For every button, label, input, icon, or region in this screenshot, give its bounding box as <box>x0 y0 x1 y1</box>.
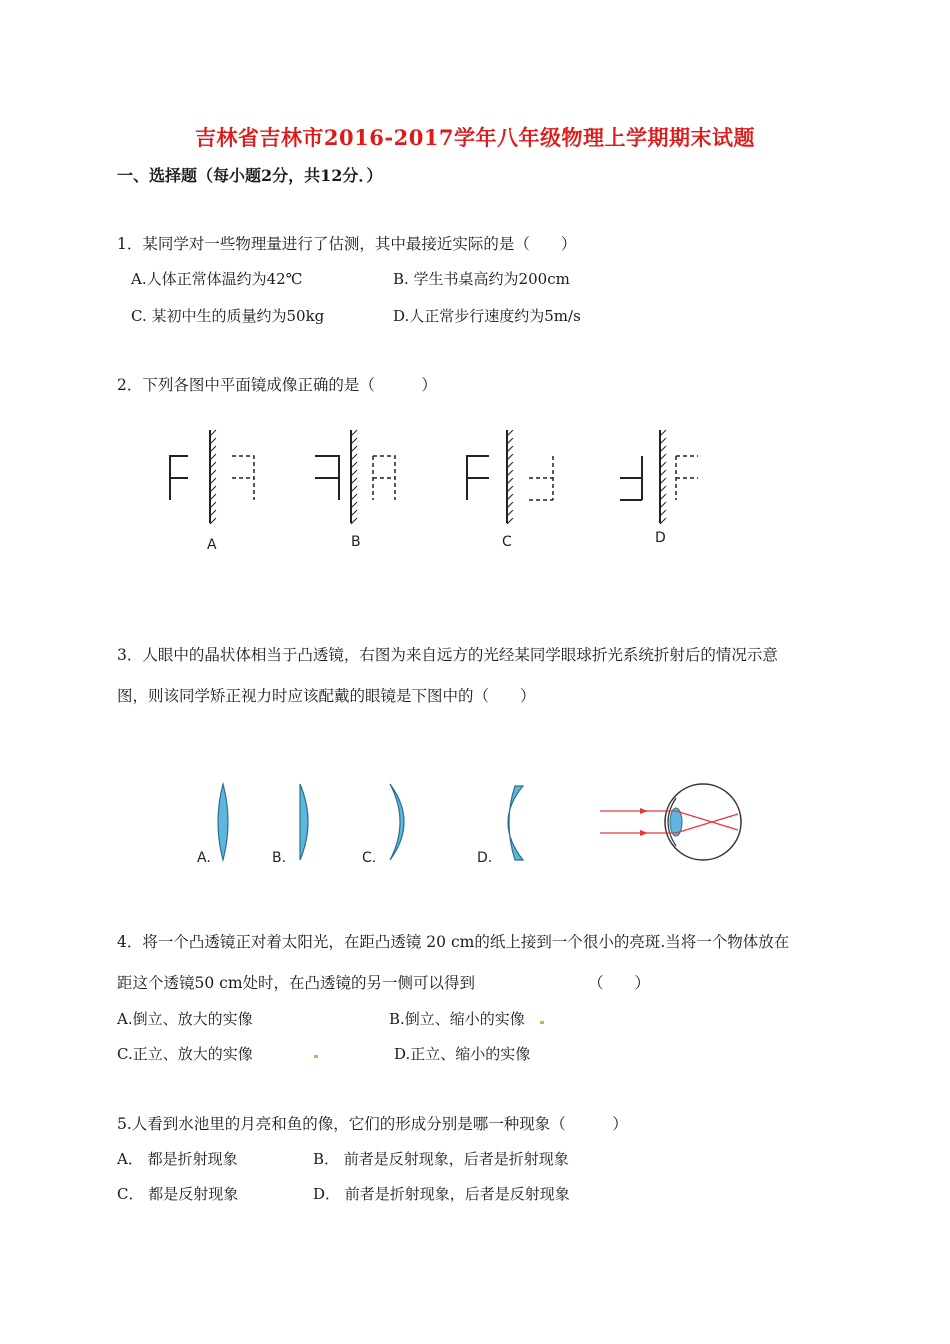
page-title: 吉林省吉林市2016-2017学年八年级物理上学期期末试题 <box>194 125 756 150</box>
figure-label-a: A <box>207 537 217 553</box>
mirror-figure-c <box>455 428 565 558</box>
speck-mark <box>314 1055 318 1058</box>
lens-figure-d <box>475 780 535 870</box>
lens-figure-b <box>270 780 320 870</box>
question-3-stem-line2: 图，则该同学矫正视力时应该配戴的眼镜是下图中的（ ） <box>117 687 536 705</box>
eye-diagram <box>598 780 758 870</box>
lens-label-d: D. <box>477 850 493 866</box>
figure-label-c: C <box>502 534 512 550</box>
question-2-stem: 2．下列各图中平面镜成像正确的是（ ） <box>117 376 437 394</box>
question-1-option-a: A.人体正常体温约为42℃ <box>131 270 303 288</box>
question-4-answer-paren: （ ） <box>588 974 651 992</box>
mirror-figure-a <box>160 428 270 558</box>
question-1-stem: 1．某同学对一些物理量进行了估测，其中最接近实际的是（ ） <box>117 235 577 253</box>
lens-label-b: B. <box>272 850 287 866</box>
question-4-option-c: C.正立、放大的实像 <box>117 1045 253 1063</box>
question-1-option-b: B. 学生书桌高约为200cm <box>393 270 570 288</box>
question-5-stem: 5.人看到水池里的月亮和鱼的像，它们的形成分别是哪一种现象（ ） <box>117 1115 628 1133</box>
question-5-option-d: D． 前者是折射现象，后者是反射现象 <box>313 1185 570 1203</box>
section-heading: 一、选择题（每小题2分，共12分．） <box>117 166 383 185</box>
question-5-option-a: A． 都是折射现象 <box>117 1150 238 1168</box>
lens-figure-c <box>360 780 420 870</box>
question-1-option-d: D.人正常步行速度约为5m/s <box>393 307 581 325</box>
lens-label-c: C. <box>362 850 377 866</box>
mirror-figure-d <box>610 428 720 558</box>
question-4-stem-line1: 4．将一个凸透镜正对着太阳光，在距凸透镜 20 cm的纸上接到一个很小的亮斑.当将一个物体放在 <box>117 933 790 951</box>
figure-label-b: B <box>351 534 361 550</box>
question-1-option-c: C. 某初中生的质量约为50kg <box>131 307 325 325</box>
question-4-option-a: A.倒立、放大的实像 <box>117 1010 253 1028</box>
question-5-option-c: C． 都是反射现象 <box>117 1185 239 1203</box>
figure-label-d: D <box>655 530 666 546</box>
question-5-option-b: B． 前者是反射现象，后者是折射现象 <box>313 1150 569 1168</box>
mirror-figure-b <box>305 428 415 558</box>
question-4-option-b: B.倒立、缩小的实像 <box>389 1010 525 1028</box>
question-4-stem-line2: 距这个透镜50 cm处时，在凸透镜的另一侧可以得到 <box>117 974 476 992</box>
question-4-option-d: D.正立、缩小的实像 <box>394 1045 531 1063</box>
speck-mark <box>540 1021 544 1024</box>
question-3-stem-line1: 3．人眼中的晶状体相当于凸透镜，右图为来自远方的光经某同学眼球折光系统折射后的情况示意 <box>117 646 778 664</box>
lens-label-a: A. <box>197 850 211 866</box>
lens-figure-a <box>195 780 245 870</box>
